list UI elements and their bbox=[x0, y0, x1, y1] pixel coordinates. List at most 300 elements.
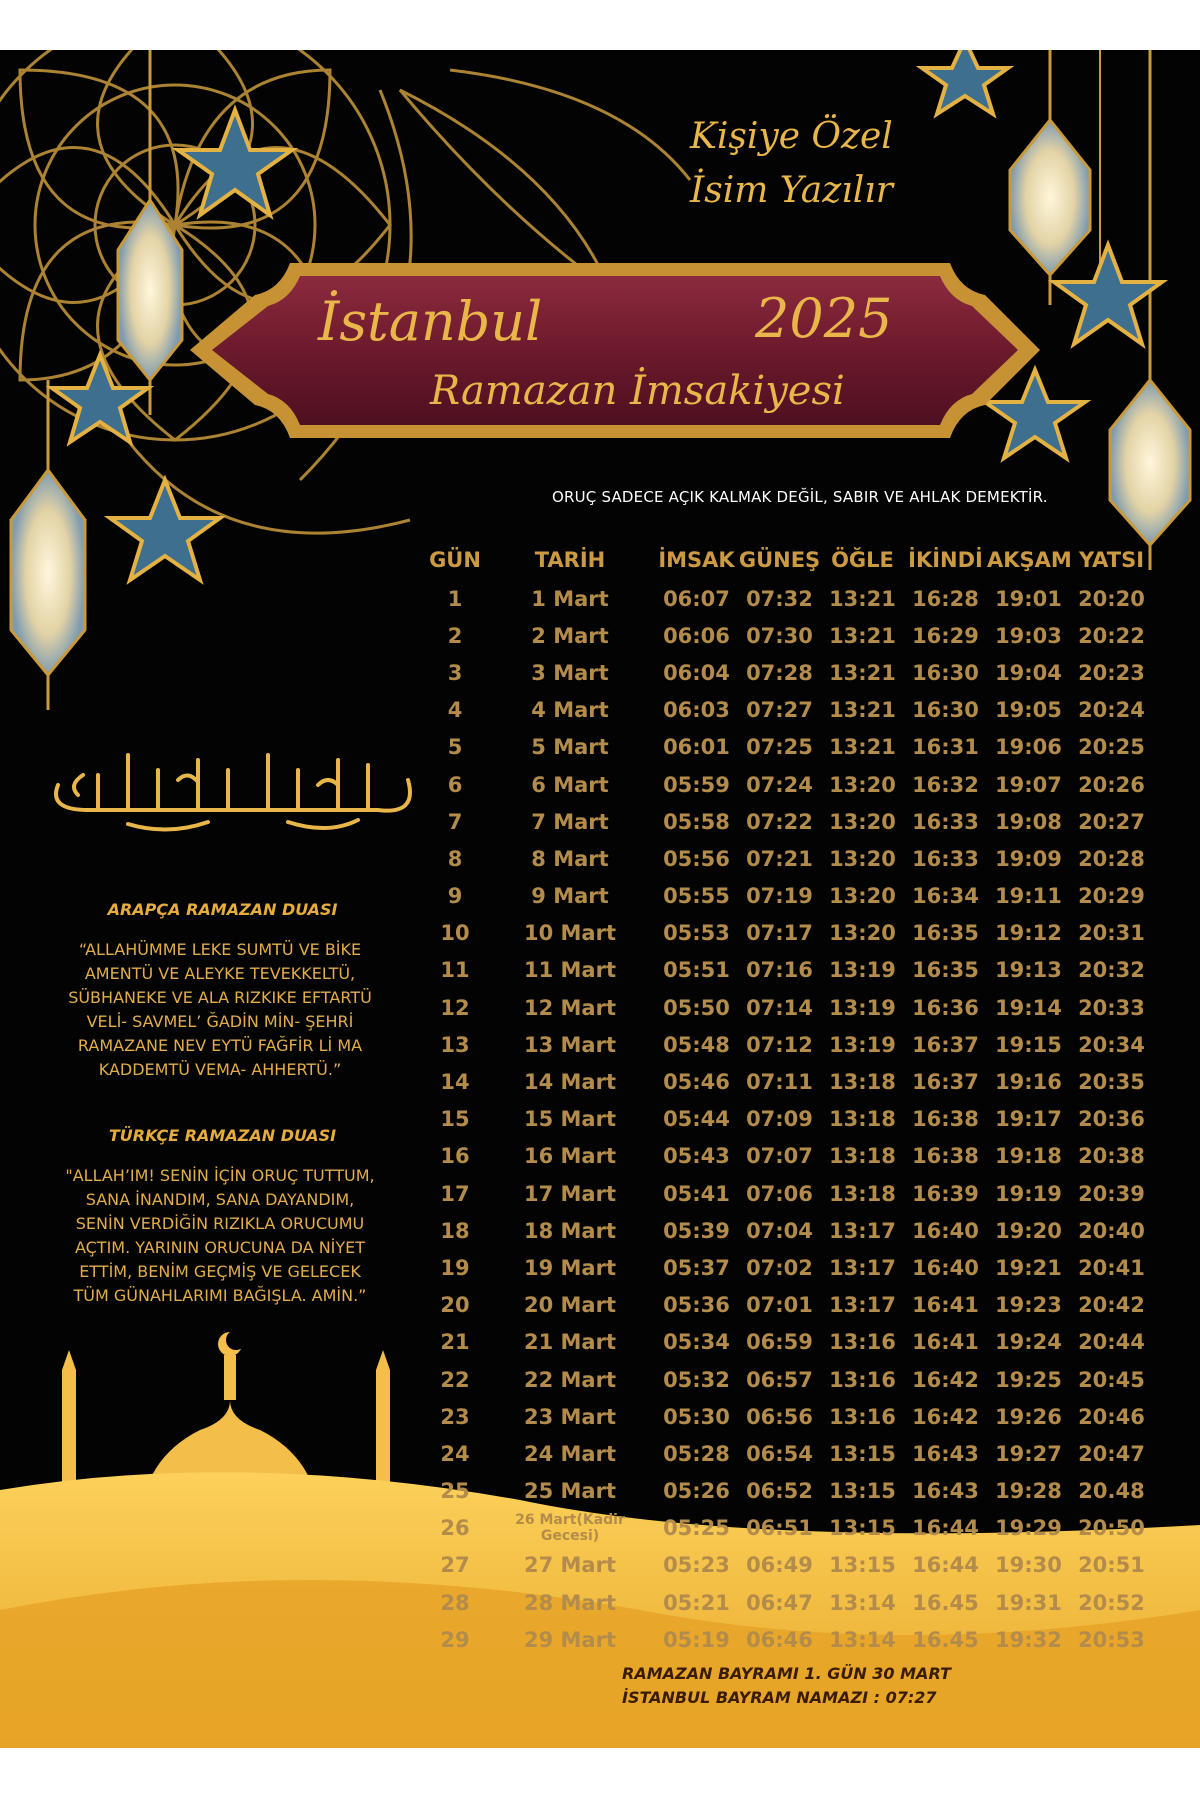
ikindi-cell: 16:39 bbox=[912, 1181, 979, 1206]
aksam-cell: 19:30 bbox=[995, 1553, 1062, 1578]
ogle-cell: 13:19 bbox=[829, 958, 896, 983]
yatsi-cell: 20:53 bbox=[1078, 1627, 1145, 1652]
day-cell: 6 bbox=[447, 772, 463, 797]
table-row bbox=[425, 766, 1155, 803]
gunes-cell: 06:52 bbox=[746, 1479, 813, 1504]
yatsi-cell: 20:23 bbox=[1078, 660, 1145, 685]
dua-line: “ALLAHÜMME LEKE SUMTÜ VE BİKE bbox=[78, 940, 362, 959]
ogle-cell: 13:17 bbox=[829, 1218, 896, 1243]
ikindi-cell: 16:28 bbox=[912, 586, 979, 611]
day-cell: 2 bbox=[447, 623, 463, 648]
aksam-cell: 19:01 bbox=[995, 586, 1062, 611]
ikindi-cell: 16:38 bbox=[912, 1144, 979, 1169]
aksam-cell: 19:13 bbox=[995, 958, 1062, 983]
gunes-cell: 07:12 bbox=[746, 1032, 813, 1057]
imsak-cell: 05:39 bbox=[663, 1218, 730, 1243]
table-row bbox=[425, 617, 1155, 654]
day-cell: 14 bbox=[440, 1070, 470, 1095]
ikindi-cell: 16:43 bbox=[912, 1441, 979, 1466]
subtitle-line2: İsim Yazılır bbox=[690, 170, 893, 211]
bayram-note bbox=[622, 1662, 951, 1710]
column-header: TARİH bbox=[534, 548, 606, 572]
bismillah-calligraphy bbox=[28, 740, 428, 840]
ogle-cell: 13:20 bbox=[829, 921, 896, 946]
city-title: İstanbul bbox=[318, 290, 543, 353]
ogle-cell: 13:20 bbox=[829, 846, 896, 871]
dua-line: ETTİM, BENİM GEÇMİŞ VE GELECEK bbox=[79, 1262, 361, 1281]
day-cell: 17 bbox=[440, 1181, 470, 1206]
day-cell: 27 bbox=[440, 1553, 470, 1578]
table-row bbox=[425, 1249, 1155, 1286]
gunes-cell: 07:02 bbox=[746, 1255, 813, 1280]
yatsi-cell: 20:24 bbox=[1078, 698, 1145, 723]
column-header: GÜNEŞ bbox=[738, 548, 821, 572]
yatsi-cell: 20:45 bbox=[1078, 1367, 1145, 1392]
ogle-cell: 13:21 bbox=[829, 623, 896, 648]
gunes-cell: 07:19 bbox=[746, 884, 813, 909]
date-cell: 28 Mart bbox=[524, 1590, 616, 1615]
day-cell: 20 bbox=[440, 1293, 470, 1318]
ikindi-cell: 16.45 bbox=[912, 1590, 979, 1615]
motto-text: ORUÇ SADECE AÇIK KALMAK DEĞİL, SABIR VE AHLAK DEMEKTİR. bbox=[552, 488, 1048, 506]
table-row bbox=[425, 1063, 1155, 1100]
day-cell: 19 bbox=[440, 1255, 470, 1280]
ogle-cell: 13:15 bbox=[829, 1479, 896, 1504]
gunes-cell: 07:28 bbox=[746, 660, 813, 685]
gunes-cell: 06:56 bbox=[746, 1404, 813, 1429]
yatsi-cell: 20:39 bbox=[1078, 1181, 1145, 1206]
ogle-cell: 13:15 bbox=[829, 1516, 896, 1541]
gunes-cell: 07:16 bbox=[746, 958, 813, 983]
ikindi-cell: 16:33 bbox=[912, 846, 979, 871]
day-cell: 7 bbox=[447, 809, 463, 834]
ikindi-cell: 16:32 bbox=[912, 772, 979, 797]
dua-line: TÜM GÜNAHLARIMI BAĞIŞLA. AMİN.” bbox=[73, 1286, 367, 1305]
day-cell: 1 bbox=[447, 586, 463, 611]
yatsi-cell: 20:38 bbox=[1078, 1144, 1145, 1169]
gunes-cell: 06:47 bbox=[746, 1590, 813, 1615]
date-cell: 11 Mart bbox=[524, 958, 616, 983]
gunes-cell: 07:30 bbox=[746, 623, 813, 648]
ogle-cell: 13:16 bbox=[829, 1330, 896, 1355]
lantern-icon bbox=[1010, 50, 1090, 305]
ikindi-cell: 16:40 bbox=[912, 1255, 979, 1280]
imsak-cell: 05:23 bbox=[663, 1553, 730, 1578]
yatsi-cell: 20:35 bbox=[1078, 1070, 1145, 1095]
date-cell: 6 Mart bbox=[531, 772, 609, 797]
gunes-cell: 07:32 bbox=[746, 586, 813, 611]
table-row bbox=[425, 989, 1155, 1026]
imsak-cell: 05:21 bbox=[663, 1590, 730, 1615]
gunes-cell: 07:24 bbox=[746, 772, 813, 797]
ogle-cell: 13:14 bbox=[829, 1627, 896, 1652]
ikindi-cell: 16:41 bbox=[912, 1330, 979, 1355]
gunes-cell: 06:49 bbox=[746, 1553, 813, 1578]
yatsi-cell: 20:46 bbox=[1078, 1404, 1145, 1429]
date-cell: 19 Mart bbox=[524, 1255, 616, 1280]
arabic-dua-text bbox=[40, 938, 400, 1082]
table-row bbox=[425, 1026, 1155, 1063]
date-cell: 1 Mart bbox=[531, 586, 609, 611]
ogle-cell: 13:15 bbox=[829, 1441, 896, 1466]
imsak-cell: 05:51 bbox=[663, 958, 730, 983]
ogle-cell: 13:20 bbox=[829, 884, 896, 909]
date-cell: 8 Mart bbox=[531, 846, 609, 871]
dua-line: "ALLAH’IM! SENİN İÇİN ORUÇ TUTTUM, bbox=[65, 1166, 375, 1185]
yatsi-cell: 20:40 bbox=[1078, 1218, 1145, 1243]
gunes-cell: 06:51 bbox=[746, 1516, 813, 1541]
table-header bbox=[425, 540, 1155, 580]
day-cell: 22 bbox=[440, 1367, 470, 1392]
subtitle-line1: Kişiye Özel bbox=[690, 116, 893, 157]
turkish-dua-title: TÜRKÇE RAMAZAN DUASI bbox=[108, 1126, 337, 1145]
aksam-cell: 19:19 bbox=[995, 1181, 1062, 1206]
table-row bbox=[425, 878, 1155, 915]
table-row bbox=[425, 1138, 1155, 1175]
date-cell: 16 Mart bbox=[524, 1144, 616, 1169]
aksam-cell: 19:03 bbox=[995, 623, 1062, 648]
dua-line: RAMAZANE NEV EYTÜ FAĞFİR Lİ MA bbox=[77, 1036, 363, 1055]
gunes-cell: 06:54 bbox=[746, 1441, 813, 1466]
ogle-cell: 13:21 bbox=[829, 698, 896, 723]
date-cell: 5 Mart bbox=[531, 735, 609, 760]
imsak-cell: 05:28 bbox=[663, 1441, 730, 1466]
gunes-cell: 07:22 bbox=[746, 809, 813, 834]
table-row bbox=[425, 915, 1155, 952]
table-row bbox=[425, 1398, 1155, 1435]
table-row bbox=[425, 692, 1155, 729]
yatsi-cell: 20:44 bbox=[1078, 1330, 1145, 1355]
day-cell: 29 bbox=[440, 1627, 470, 1652]
day-cell: 28 bbox=[440, 1590, 470, 1615]
prayer-times-table bbox=[425, 540, 1155, 1658]
ogle-cell: 13:17 bbox=[829, 1293, 896, 1318]
aksam-cell: 19:27 bbox=[995, 1441, 1062, 1466]
aksam-cell: 19:12 bbox=[995, 921, 1062, 946]
date-cell: 7 Mart bbox=[531, 809, 609, 834]
table-row bbox=[425, 1101, 1155, 1138]
ogle-cell: 13:20 bbox=[829, 772, 896, 797]
ikindi-cell: 16:35 bbox=[912, 958, 979, 983]
yatsi-cell: 20:50 bbox=[1078, 1516, 1145, 1541]
day-cell: 26 bbox=[440, 1516, 470, 1541]
imsak-cell: 06:06 bbox=[663, 623, 730, 648]
ikindi-cell: 16:42 bbox=[912, 1367, 979, 1392]
day-cell: 8 bbox=[447, 846, 463, 871]
imsak-cell: 05:59 bbox=[663, 772, 730, 797]
imsak-cell: 05:56 bbox=[663, 846, 730, 871]
ikindi-cell: 16:34 bbox=[912, 884, 979, 909]
aksam-cell: 19:14 bbox=[995, 995, 1062, 1020]
dua-line: KADDEMTÜ VEMA- AHHERTÜ.” bbox=[98, 1060, 342, 1079]
dua-line: SÜBHANEKE VE ALA RIZKIKE EFTARTÜ bbox=[68, 988, 372, 1007]
imsak-cell: 05:53 bbox=[663, 921, 730, 946]
yatsi-cell: 20:28 bbox=[1078, 846, 1145, 871]
date-cell: 24 Mart bbox=[524, 1441, 616, 1466]
table-row bbox=[425, 654, 1155, 691]
ogle-cell: 13:16 bbox=[829, 1404, 896, 1429]
dua-line: SANA İNANDIM, SANA DAYANDIM, bbox=[85, 1190, 355, 1209]
yatsi-cell: 20:47 bbox=[1078, 1441, 1145, 1466]
gunes-cell: 07:01 bbox=[746, 1293, 813, 1318]
yatsi-cell: 20:33 bbox=[1078, 995, 1145, 1020]
table-row bbox=[425, 803, 1155, 840]
imsak-cell: 05:44 bbox=[663, 1107, 730, 1132]
dua-line: AÇTIM. YARININ ORUCUNA DA NİYET bbox=[74, 1238, 366, 1257]
day-cell: 13 bbox=[440, 1032, 470, 1057]
aksam-cell: 19:04 bbox=[995, 660, 1062, 685]
date-cell: 26 Mart(Kadir Gecesi) bbox=[515, 1512, 625, 1545]
lantern-icon bbox=[118, 50, 182, 415]
aksam-cell: 19:11 bbox=[995, 884, 1062, 909]
imsak-cell: 06:04 bbox=[663, 660, 730, 685]
gunes-cell: 06:59 bbox=[746, 1330, 813, 1355]
imsak-cell: 06:01 bbox=[663, 735, 730, 760]
day-cell: 3 bbox=[447, 660, 463, 685]
ogle-cell: 13:19 bbox=[829, 1032, 896, 1057]
ogle-cell: 13:18 bbox=[829, 1181, 896, 1206]
yatsi-cell: 20:31 bbox=[1078, 921, 1145, 946]
aksam-cell: 19:24 bbox=[995, 1330, 1062, 1355]
imsak-cell: 05:32 bbox=[663, 1367, 730, 1392]
gunes-cell: 07:21 bbox=[746, 846, 813, 871]
aksam-cell: 19:32 bbox=[995, 1627, 1062, 1652]
table-row bbox=[425, 1510, 1155, 1547]
date-cell: 17 Mart bbox=[524, 1181, 616, 1206]
aksam-cell: 19:21 bbox=[995, 1255, 1062, 1280]
gunes-cell: 07:27 bbox=[746, 698, 813, 723]
date-cell: 4 Mart bbox=[531, 698, 609, 723]
bayram-prayer-time: İSTANBUL BAYRAM NAMAZI : 07:27 bbox=[622, 1688, 937, 1707]
day-cell: 23 bbox=[440, 1404, 470, 1429]
day-cell: 11 bbox=[440, 958, 470, 983]
ogle-cell: 13:21 bbox=[829, 735, 896, 760]
gunes-cell: 07:14 bbox=[746, 995, 813, 1020]
yatsi-cell: 20:51 bbox=[1078, 1553, 1145, 1578]
dua-line: VELİ- SAVMEL’ ĞADİN MİN- ŞEHRİ bbox=[86, 1012, 354, 1031]
gunes-cell: 06:46 bbox=[746, 1627, 813, 1652]
date-cell: 25 Mart bbox=[524, 1479, 616, 1504]
table-row bbox=[425, 1547, 1155, 1584]
imsak-cell: 05:19 bbox=[663, 1627, 730, 1652]
column-header: İKİNDİ bbox=[908, 548, 983, 572]
ikindi-cell: 16:44 bbox=[912, 1516, 979, 1541]
day-cell: 9 bbox=[447, 884, 463, 909]
ikindi-cell: 16:40 bbox=[912, 1218, 979, 1243]
imsak-cell: 05:46 bbox=[663, 1070, 730, 1095]
gunes-cell: 06:57 bbox=[746, 1367, 813, 1392]
aksam-cell: 19:23 bbox=[995, 1293, 1062, 1318]
ikindi-cell: 16:35 bbox=[912, 921, 979, 946]
imsak-cell: 05:34 bbox=[663, 1330, 730, 1355]
date-cell: 9 Mart bbox=[531, 884, 609, 909]
ikindi-cell: 16:37 bbox=[912, 1032, 979, 1057]
ogle-cell: 13:18 bbox=[829, 1070, 896, 1095]
table-row bbox=[425, 729, 1155, 766]
ikindi-cell: 16:30 bbox=[912, 660, 979, 685]
day-cell: 4 bbox=[447, 698, 463, 723]
yatsi-cell: 20:36 bbox=[1078, 1107, 1145, 1132]
gunes-cell: 07:09 bbox=[746, 1107, 813, 1132]
date-cell: 3 Mart bbox=[531, 660, 609, 685]
dua-line: SENİN VERDİĞİN RIZIKLA ORUCUMU bbox=[75, 1214, 365, 1233]
day-cell: 12 bbox=[440, 995, 470, 1020]
date-cell: 2 Mart bbox=[531, 623, 609, 648]
day-cell: 15 bbox=[440, 1107, 470, 1132]
ikindi-cell: 16:43 bbox=[912, 1479, 979, 1504]
gunes-cell: 07:17 bbox=[746, 921, 813, 946]
date-cell: 21 Mart bbox=[524, 1330, 616, 1355]
table-row bbox=[425, 1361, 1155, 1398]
table-row bbox=[425, 1175, 1155, 1212]
day-cell: 16 bbox=[440, 1144, 470, 1169]
yatsi-cell: 20:34 bbox=[1078, 1032, 1145, 1057]
table-row bbox=[425, 1435, 1155, 1472]
table-row bbox=[425, 580, 1155, 617]
date-cell: 18 Mart bbox=[524, 1218, 616, 1243]
yatsi-cell: 20:52 bbox=[1078, 1590, 1145, 1615]
yatsi-cell: 20:22 bbox=[1078, 623, 1145, 648]
column-header: ÖĞLE bbox=[831, 548, 894, 572]
ikindi-cell: 16:38 bbox=[912, 1107, 979, 1132]
ikindi-cell: 16:42 bbox=[912, 1404, 979, 1429]
ogle-cell: 13:14 bbox=[829, 1590, 896, 1615]
aksam-cell: 19:26 bbox=[995, 1404, 1062, 1429]
personalization-note bbox=[690, 110, 950, 218]
table-row bbox=[425, 1584, 1155, 1621]
date-cell: 15 Mart bbox=[524, 1107, 616, 1132]
day-cell: 5 bbox=[447, 735, 463, 760]
aksam-cell: 19:28 bbox=[995, 1479, 1062, 1504]
gunes-cell: 07:06 bbox=[746, 1181, 813, 1206]
imsakiye-poster bbox=[0, 50, 1200, 1748]
yatsi-cell: 20.48 bbox=[1078, 1479, 1145, 1504]
imsak-cell: 05:26 bbox=[663, 1479, 730, 1504]
aksam-cell: 19:08 bbox=[995, 809, 1062, 834]
imsak-cell: 05:48 bbox=[663, 1032, 730, 1057]
aksam-cell: 19:16 bbox=[995, 1070, 1062, 1095]
yatsi-cell: 20:29 bbox=[1078, 884, 1145, 909]
imsak-cell: 05:37 bbox=[663, 1255, 730, 1280]
ogle-cell: 13:21 bbox=[829, 660, 896, 685]
ikindi-cell: 16:31 bbox=[912, 735, 979, 760]
table-row bbox=[425, 1287, 1155, 1324]
date-cell: 12 Mart bbox=[524, 995, 616, 1020]
table-row bbox=[425, 840, 1155, 877]
day-cell: 24 bbox=[440, 1441, 470, 1466]
aksam-cell: 19:18 bbox=[995, 1144, 1062, 1169]
imsak-cell: 05:50 bbox=[663, 995, 730, 1020]
aksam-cell: 19:25 bbox=[995, 1367, 1062, 1392]
ikindi-cell: 16:33 bbox=[912, 809, 979, 834]
yatsi-cell: 20:32 bbox=[1078, 958, 1145, 983]
ikindi-cell: 16.45 bbox=[912, 1627, 979, 1652]
column-header: İMSAK bbox=[658, 548, 735, 572]
aksam-cell: 19:29 bbox=[995, 1516, 1062, 1541]
aksam-cell: 19:07 bbox=[995, 772, 1062, 797]
ikindi-cell: 16:41 bbox=[912, 1293, 979, 1318]
ogle-cell: 13:16 bbox=[829, 1367, 896, 1392]
aksam-cell: 19:20 bbox=[995, 1218, 1062, 1243]
arabic-dua-title: ARAPÇA RAMAZAN DUASI bbox=[107, 900, 338, 919]
day-cell: 25 bbox=[440, 1479, 470, 1504]
ogle-cell: 13:15 bbox=[829, 1553, 896, 1578]
aksam-cell: 19:09 bbox=[995, 846, 1062, 871]
date-cell: 23 Mart bbox=[524, 1404, 616, 1429]
imsak-cell: 05:55 bbox=[663, 884, 730, 909]
column-header: YATSI bbox=[1078, 548, 1145, 572]
yatsi-cell: 20:27 bbox=[1078, 809, 1145, 834]
banner-subtitle: Ramazan İmsakiyesi bbox=[430, 368, 845, 414]
table-row bbox=[425, 952, 1155, 989]
imsak-cell: 06:07 bbox=[663, 586, 730, 611]
dua-line: AMENTÜ VE ALEYKE TEVEKKELTÜ, bbox=[84, 964, 356, 983]
ogle-cell: 13:18 bbox=[829, 1144, 896, 1169]
yatsi-cell: 20:20 bbox=[1078, 586, 1145, 611]
table-row bbox=[425, 1212, 1155, 1249]
date-cell: 20 Mart bbox=[524, 1293, 616, 1318]
yatsi-cell: 20:25 bbox=[1078, 735, 1145, 760]
yatsi-cell: 20:26 bbox=[1078, 772, 1145, 797]
gunes-cell: 07:04 bbox=[746, 1218, 813, 1243]
ikindi-cell: 16:30 bbox=[912, 698, 979, 723]
date-cell: 13 Mart bbox=[524, 1032, 616, 1057]
date-cell: 22 Mart bbox=[524, 1367, 616, 1392]
ikindi-cell: 16:36 bbox=[912, 995, 979, 1020]
aksam-cell: 19:31 bbox=[995, 1590, 1062, 1615]
imsak-cell: 05:30 bbox=[663, 1404, 730, 1429]
table-row bbox=[425, 1473, 1155, 1510]
date-cell: 29 Mart bbox=[524, 1627, 616, 1652]
imsak-cell: 05:43 bbox=[663, 1144, 730, 1169]
aksam-cell: 19:17 bbox=[995, 1107, 1062, 1132]
ogle-cell: 13:17 bbox=[829, 1255, 896, 1280]
imsak-cell: 05:41 bbox=[663, 1181, 730, 1206]
yatsi-cell: 20:41 bbox=[1078, 1255, 1145, 1280]
day-cell: 18 bbox=[440, 1218, 470, 1243]
year-title: 2025 bbox=[755, 287, 893, 350]
bayram-date: RAMAZAN BAYRAMI 1. GÜN 30 MART bbox=[622, 1664, 951, 1683]
table-body bbox=[425, 580, 1155, 1658]
date-cell: 14 Mart bbox=[524, 1070, 616, 1095]
aksam-cell: 19:15 bbox=[995, 1032, 1062, 1057]
turkish-dua-text bbox=[40, 1164, 400, 1308]
ogle-cell: 13:19 bbox=[829, 995, 896, 1020]
gunes-cell: 07:11 bbox=[746, 1070, 813, 1095]
imsak-cell: 06:03 bbox=[663, 698, 730, 723]
ikindi-cell: 16:29 bbox=[912, 623, 979, 648]
date-cell: 27 Mart bbox=[524, 1553, 616, 1578]
aksam-cell: 19:06 bbox=[995, 735, 1062, 760]
column-header: AKŞAM bbox=[987, 548, 1072, 572]
date-cell: 10 Mart bbox=[524, 921, 616, 946]
ikindi-cell: 16:37 bbox=[912, 1070, 979, 1095]
imsak-cell: 05:25 bbox=[663, 1516, 730, 1541]
table-row bbox=[425, 1621, 1155, 1658]
imsak-cell: 05:36 bbox=[663, 1293, 730, 1318]
imsak-cell: 05:58 bbox=[663, 809, 730, 834]
ogle-cell: 13:18 bbox=[829, 1107, 896, 1132]
ogle-cell: 13:21 bbox=[829, 586, 896, 611]
yatsi-cell: 20:42 bbox=[1078, 1293, 1145, 1318]
column-header: GÜN bbox=[429, 548, 481, 572]
day-cell: 10 bbox=[440, 921, 470, 946]
ikindi-cell: 16:44 bbox=[912, 1553, 979, 1578]
ogle-cell: 13:20 bbox=[829, 809, 896, 834]
gunes-cell: 07:07 bbox=[746, 1144, 813, 1169]
table-row bbox=[425, 1324, 1155, 1361]
aksam-cell: 19:05 bbox=[995, 698, 1062, 723]
